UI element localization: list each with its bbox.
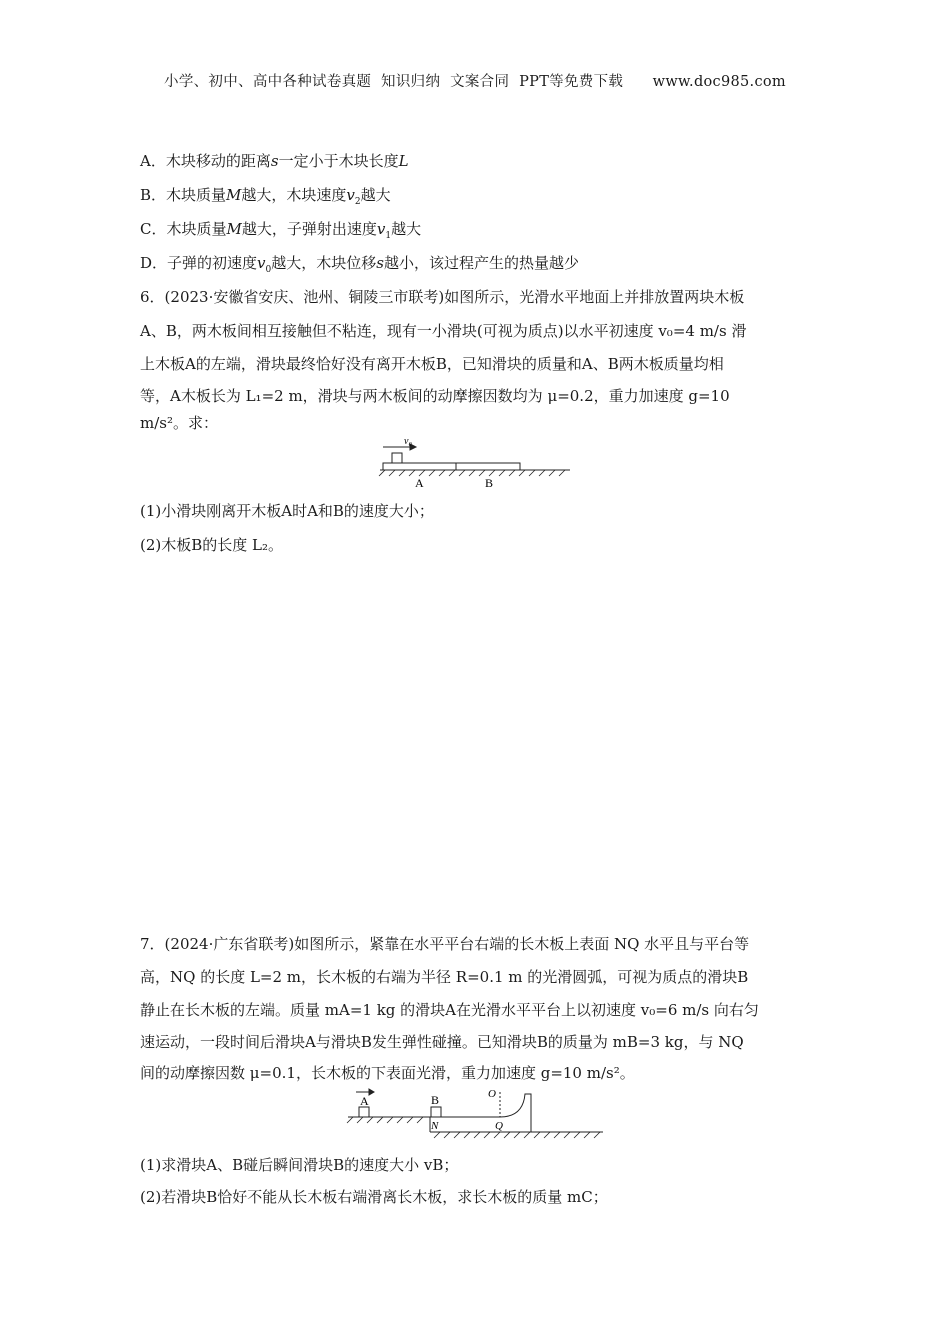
q6-line-5: m/s²。求： [140,414,218,432]
platform-hatching [347,1117,423,1123]
label-b: B [485,476,494,490]
label-n: N [431,1120,439,1132]
q7-line-5: 间的动摩擦因数 μ=0.1，长木板的下表面光滑，重力加速度 g=10 m/s²。 [140,1064,635,1082]
arrow-head [369,1089,374,1095]
label-b: B [431,1093,440,1107]
ground-hatching [379,470,565,476]
q7-line-3: 静止在长木板的左端。质量 mA=1 kg 的滑块A在光滑水平平台上以初速度 v₀=6 m/s 向右匀 [140,1001,759,1019]
q7-line-1: 7．(2024·广东省联考)如图所示，紧靠在水平平台右端的长木板上表面 NQ 水平且与平台等 [140,935,750,953]
label-q: Q [495,1120,503,1132]
q6-diagram [375,432,575,492]
q7-line-4: 速运动，一段时间后滑块A与滑块B发生弹性碰撞。已知滑块B的质量为 mB=3 kg，与 NQ [140,1033,744,1051]
page-header: 小学、初中、高中各种试卷真题 知识归纳 文案合同 PPT等免费下载 www.doc985.com [164,74,786,90]
label-o: O [488,1088,496,1100]
q7-sub-2: (2)若滑块B恰好不能从长木板右端滑离长木板，求长木板的质量 mC； [140,1188,608,1206]
q6-line-3: 上木板A的左端，滑块最终恰好没有离开木板B，已知滑块的质量和A、B两木板质量均相 [140,355,724,373]
q6-sub-2: (2)木板B的长度 L₂。 [140,536,284,554]
slider-block [392,453,402,463]
block-a [359,1107,369,1117]
q6-sub-1: (1)小滑块刚离开木板A时A和B的速度大小； [140,502,434,520]
board-b [456,463,520,470]
q6-line-4: 等，A木板长为 L₁=2 m，滑块与两木板间的动摩擦因数均为 μ=0.2，重力加速度 g=10 [140,387,730,405]
v0-label: v₀ [404,436,412,447]
q7-sub-1: (1)求滑块A、B碰后瞬间滑块B的速度大小 vB； [140,1156,459,1174]
long-board [430,1094,531,1132]
board-a [383,463,456,470]
q6-line-2: A、B，两木板间相互接触但不粘连，现有一小滑块(可视为质点)以水平初速度 v₀=4 m/s 滑 [140,322,747,340]
label-a: A [360,1094,369,1108]
option-b: B．木块质量M越大，木块速度$v_2$越大 [140,186,391,207]
block-b [431,1107,441,1117]
q7-line-2: 高，NQ 的长度 L=2 m，长木板的右端为半径 R=0.1 m 的光滑圆弧，可视为质点的滑块B [140,968,749,986]
label-a: A [415,476,424,490]
option-d: D．子弹的初速度$v_0$越大，木块位移s越小，该过程产生的热量越少 [140,254,579,275]
q6-line-1: 6．(2023·安徽省安庆、池州、铜陵三市联考)如图所示，光滑水平地面上并排放置两块木板 [140,288,745,306]
ground-hatching [434,1132,600,1138]
option-c: C．木块质量M越大，子弹射出速度$v_1$越大 [140,220,422,241]
option-a: A．木块移动的距离s一定小于木块长度L [140,152,409,170]
q7-diagram [345,1082,610,1144]
